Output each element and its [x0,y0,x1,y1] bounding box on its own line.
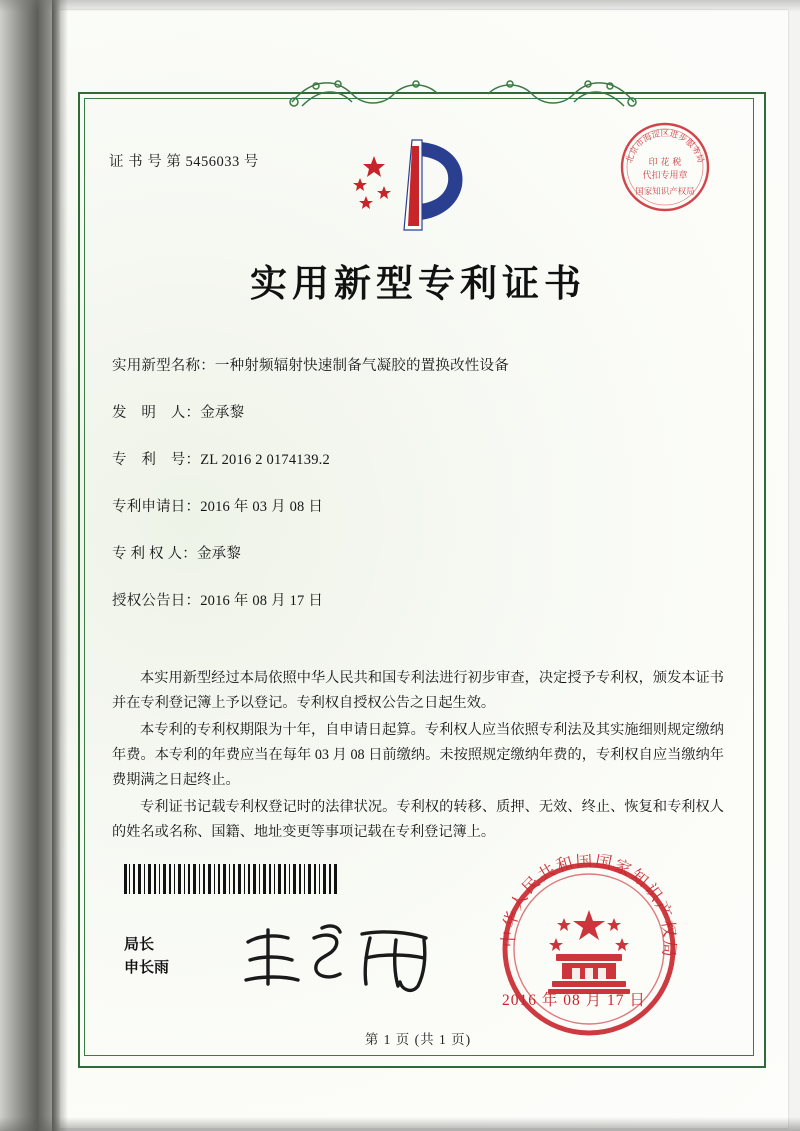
field-list [112,356,724,638]
patent-office-logo-icon [346,134,476,238]
national-emblem-icon [494,854,684,1044]
paragraph: 专利证书记载专利权登记时的法律状况。专利权的转移、质押、无效、终止、恢复和专利权人的姓名或名称、国籍、地址变更等事项记载在专利登记簿上。 [112,799,724,840]
field-label: 授权公告日： [112,593,201,609]
field-row [112,450,724,470]
page-footer: 第 1 页 (共 1 页) [364,1032,472,1047]
certificate-number: 证 书 号 第 5456033 号 [109,154,259,170]
field-row [112,591,724,611]
page-top-shadow [0,0,800,12]
field-row [112,497,724,517]
tax-stamp-icon [610,112,720,222]
svg-text:北京市海淀区进步服务局: 北京市海淀区进步服务局 [624,128,706,165]
field-label: 专利申请日： [112,499,201,515]
field-value: 金承黎 [200,405,245,421]
director-role-label: 局长 [124,937,155,953]
field-row [112,544,724,564]
book-gutter [0,0,60,1131]
director-name: 申长雨 [124,960,170,976]
field-label: 发 明 人： [112,405,201,421]
field-row [112,356,724,376]
svg-text:国家知识产权局: 国家知识产权局 [635,187,695,197]
field-label: 专 利 号： [112,452,201,468]
handwritten-signature-icon [236,916,456,996]
svg-text:代扣专用章: 代扣专用章 [642,171,688,181]
field-value: 2016 年 08 月 17 日 [200,593,324,609]
field-label: 专 利 权 人： [112,546,197,562]
director-block [124,934,169,980]
svg-text:中华人民共和国国家知识产权局: 中华人民共和国国家知识产权局 [498,854,680,960]
legal-text [112,666,724,847]
field-value: 金承黎 [196,546,242,562]
paragraph: 本专利的专利权期限为十年，自申请日起算。专利权人应当依照专利法及其实施细则规定缴纳年费。本专利的年费应当在每年 03 月 08 日前缴纳。未按照规定缴纳年费的，专利权自应当缴纳年费期满之日起终止。 [112,722,724,788]
barcode-icon [124,864,340,894]
certificate-content [84,98,752,1054]
paragraph: 本实用新型经过本局依照中华人民共和国专利法进行初步审查，决定授予专利权，颁发本证书并在专利登记簿上予以登记。专利权自授权公告之日起生效。 [112,670,724,711]
gutter-shadow [52,0,68,1131]
field-row [112,403,724,423]
page-bottom-shadow [0,1117,800,1131]
field-value: 一种射频辐射快速制备气凝胶的置换改性设备 [214,358,509,374]
field-label: 实用新型名称： [112,358,215,374]
svg-text:印 花 税: 印 花 税 [648,158,682,168]
page-title: 实用新型专利证书 [250,261,586,305]
field-value: 2016 年 03 月 08 日 [200,499,324,515]
field-value: ZL 2016 2 0174139.2 [200,452,330,468]
issue-date-stamp: 2016 年 08 月 17 日 [502,992,646,1009]
